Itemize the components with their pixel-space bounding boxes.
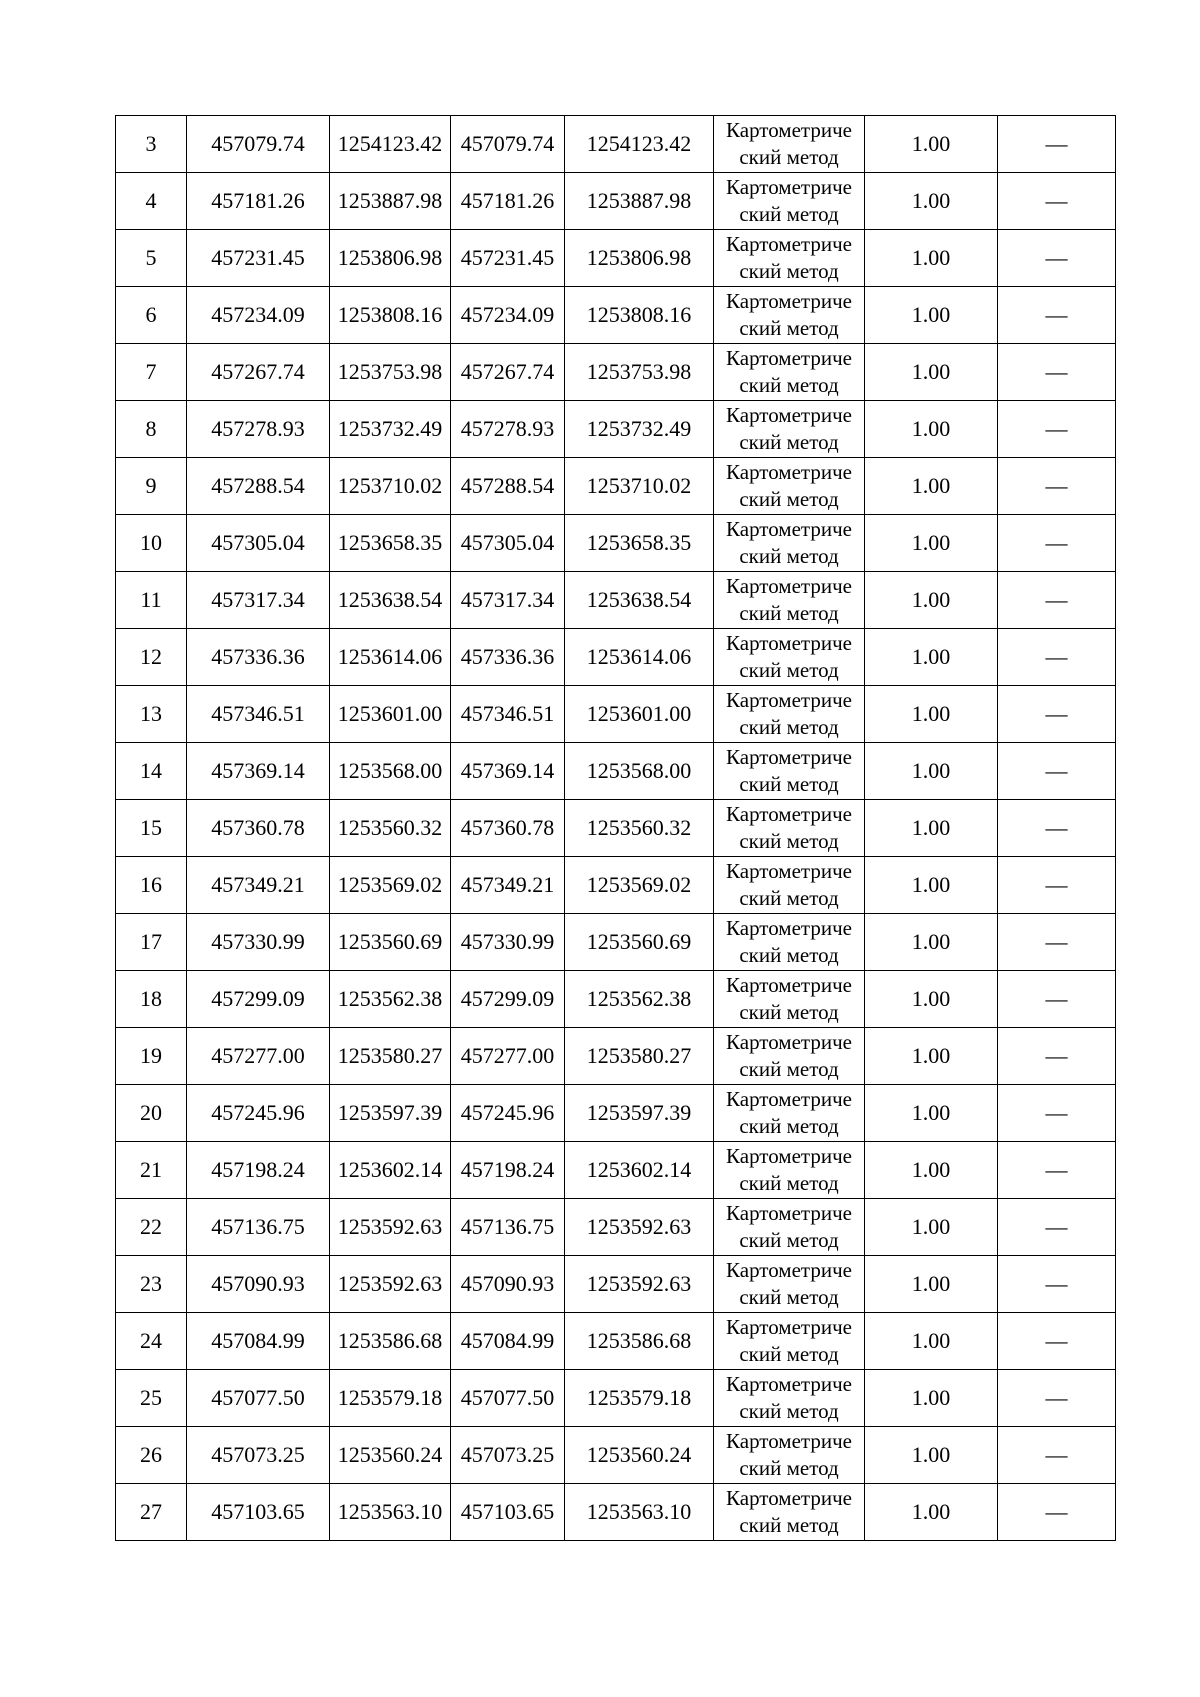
existing-x-cell: 457079.74 xyxy=(187,116,330,173)
specified-x-cell: 457103.65 xyxy=(451,1484,565,1541)
existing-x-cell: 457336.36 xyxy=(187,629,330,686)
existing-x-cell: 457349.21 xyxy=(187,857,330,914)
existing-x-cell: 457103.65 xyxy=(187,1484,330,1541)
specified-y-cell: 1253710.02 xyxy=(565,458,714,515)
accuracy-cell: 1.00 xyxy=(865,1142,998,1199)
note-cell: — xyxy=(998,116,1116,173)
specified-x-cell: 457369.14 xyxy=(451,743,565,800)
accuracy-cell: 1.00 xyxy=(865,572,998,629)
specified-y-cell: 1253732.49 xyxy=(565,401,714,458)
method-line-2: ский метод xyxy=(739,145,839,169)
table-row xyxy=(116,1313,1116,1370)
specified-x-cell: 457336.36 xyxy=(451,629,565,686)
accuracy-cell: 1.00 xyxy=(865,1313,998,1370)
accuracy-cell: 1.00 xyxy=(865,173,998,230)
point-number-cell: 15 xyxy=(116,800,187,857)
method-line-1: Картометриче xyxy=(726,973,852,997)
method-line-1: Картометриче xyxy=(726,403,852,427)
method-cell xyxy=(714,1313,865,1370)
point-number-cell: 19 xyxy=(116,1028,187,1085)
method-line-2: ский метод xyxy=(739,772,839,796)
method-cell xyxy=(714,743,865,800)
existing-x-cell: 457090.93 xyxy=(187,1256,330,1313)
method-line-2: ский метод xyxy=(739,1171,839,1195)
existing-x-cell: 457231.45 xyxy=(187,230,330,287)
specified-x-cell: 457317.34 xyxy=(451,572,565,629)
existing-x-cell: 457077.50 xyxy=(187,1370,330,1427)
specified-x-cell: 457267.74 xyxy=(451,344,565,401)
note-cell: — xyxy=(998,1313,1116,1370)
method-cell xyxy=(714,287,865,344)
method-cell xyxy=(714,1484,865,1541)
specified-x-cell: 457346.51 xyxy=(451,686,565,743)
accuracy-cell: 1.00 xyxy=(865,1484,998,1541)
method-cell xyxy=(714,401,865,458)
existing-x-cell: 457305.04 xyxy=(187,515,330,572)
point-number-cell: 3 xyxy=(116,116,187,173)
method-cell xyxy=(714,1085,865,1142)
method-line-1: Картометриче xyxy=(726,1201,852,1225)
specified-x-cell: 457278.93 xyxy=(451,401,565,458)
specified-x-cell: 457136.75 xyxy=(451,1199,565,1256)
specified-x-cell: 457073.25 xyxy=(451,1427,565,1484)
existing-y-cell: 1253710.02 xyxy=(330,458,451,515)
method-cell xyxy=(714,1199,865,1256)
existing-x-cell: 457360.78 xyxy=(187,800,330,857)
method-cell xyxy=(714,1427,865,1484)
table-row xyxy=(116,458,1116,515)
specified-y-cell: 1253586.68 xyxy=(565,1313,714,1370)
existing-y-cell: 1253560.69 xyxy=(330,914,451,971)
accuracy-cell: 1.00 xyxy=(865,800,998,857)
method-line-2: ский метод xyxy=(739,487,839,511)
specified-x-cell: 457330.99 xyxy=(451,914,565,971)
table-row xyxy=(116,173,1116,230)
point-number-cell: 5 xyxy=(116,230,187,287)
method-line-2: ский метод xyxy=(739,1000,839,1024)
table-row xyxy=(116,515,1116,572)
point-number-cell: 24 xyxy=(116,1313,187,1370)
method-line-2: ский метод xyxy=(739,658,839,682)
method-line-2: ский метод xyxy=(739,1285,839,1309)
table-row xyxy=(116,1427,1116,1484)
method-line-1: Картометриче xyxy=(726,1087,852,1111)
point-number-cell: 22 xyxy=(116,1199,187,1256)
specified-y-cell: 1253601.00 xyxy=(565,686,714,743)
method-cell xyxy=(714,914,865,971)
specified-y-cell: 1253560.69 xyxy=(565,914,714,971)
accuracy-cell: 1.00 xyxy=(865,287,998,344)
point-number-cell: 4 xyxy=(116,173,187,230)
point-number-cell: 20 xyxy=(116,1085,187,1142)
accuracy-cell: 1.00 xyxy=(865,116,998,173)
method-line-1: Картометриче xyxy=(726,859,852,883)
method-line-2: ский метод xyxy=(739,316,839,340)
specified-x-cell: 457077.50 xyxy=(451,1370,565,1427)
method-cell xyxy=(714,116,865,173)
method-line-2: ский метод xyxy=(739,1114,839,1138)
table-row xyxy=(116,1028,1116,1085)
specified-x-cell: 457305.04 xyxy=(451,515,565,572)
existing-y-cell: 1254123.42 xyxy=(330,116,451,173)
method-cell xyxy=(714,971,865,1028)
method-cell xyxy=(714,173,865,230)
method-line-1: Картометриче xyxy=(726,232,852,256)
note-cell: — xyxy=(998,1427,1116,1484)
table-row xyxy=(116,857,1116,914)
specified-y-cell: 1253580.27 xyxy=(565,1028,714,1085)
note-cell: — xyxy=(998,287,1116,344)
existing-y-cell: 1253732.49 xyxy=(330,401,451,458)
existing-y-cell: 1253887.98 xyxy=(330,173,451,230)
accuracy-cell: 1.00 xyxy=(865,1370,998,1427)
note-cell: — xyxy=(998,572,1116,629)
specified-x-cell: 457349.21 xyxy=(451,857,565,914)
point-number-cell: 23 xyxy=(116,1256,187,1313)
existing-y-cell: 1253592.63 xyxy=(330,1256,451,1313)
method-line-2: ский метод xyxy=(739,601,839,625)
method-cell xyxy=(714,1370,865,1427)
point-number-cell: 21 xyxy=(116,1142,187,1199)
note-cell: — xyxy=(998,743,1116,800)
method-cell xyxy=(714,1256,865,1313)
specified-y-cell: 1253806.98 xyxy=(565,230,714,287)
existing-y-cell: 1253753.98 xyxy=(330,344,451,401)
existing-x-cell: 457136.75 xyxy=(187,1199,330,1256)
existing-y-cell: 1253568.00 xyxy=(330,743,451,800)
accuracy-cell: 1.00 xyxy=(865,458,998,515)
method-cell xyxy=(714,686,865,743)
note-cell: — xyxy=(998,401,1116,458)
specified-y-cell: 1253568.00 xyxy=(565,743,714,800)
note-cell: — xyxy=(998,1028,1116,1085)
method-line-1: Картометриче xyxy=(726,289,852,313)
existing-y-cell: 1253586.68 xyxy=(330,1313,451,1370)
specified-x-cell: 457198.24 xyxy=(451,1142,565,1199)
specified-x-cell: 457245.96 xyxy=(451,1085,565,1142)
method-cell xyxy=(714,800,865,857)
specified-x-cell: 457231.45 xyxy=(451,230,565,287)
point-number-cell: 6 xyxy=(116,287,187,344)
existing-y-cell: 1253597.39 xyxy=(330,1085,451,1142)
method-cell xyxy=(714,857,865,914)
method-line-1: Картометриче xyxy=(726,1486,852,1510)
point-number-cell: 26 xyxy=(116,1427,187,1484)
table-row xyxy=(116,287,1116,344)
note-cell: — xyxy=(998,173,1116,230)
method-line-2: ский метод xyxy=(739,715,839,739)
table-row xyxy=(116,629,1116,686)
point-number-cell: 12 xyxy=(116,629,187,686)
specified-y-cell: 1253602.14 xyxy=(565,1142,714,1199)
method-line-1: Картометриче xyxy=(726,460,852,484)
point-number-cell: 17 xyxy=(116,914,187,971)
method-line-2: ский метод xyxy=(739,1513,839,1537)
method-line-1: Картометриче xyxy=(726,118,852,142)
note-cell: — xyxy=(998,971,1116,1028)
note-cell: — xyxy=(998,230,1116,287)
method-line-2: ский метод xyxy=(739,1399,839,1423)
table-row xyxy=(116,1085,1116,1142)
method-line-2: ский метод xyxy=(739,1342,839,1366)
table-row xyxy=(116,230,1116,287)
coordinates-table xyxy=(115,115,1116,1541)
specified-x-cell: 457277.00 xyxy=(451,1028,565,1085)
accuracy-cell: 1.00 xyxy=(865,1199,998,1256)
table-row xyxy=(116,743,1116,800)
method-line-1: Картометриче xyxy=(726,1030,852,1054)
table-row xyxy=(116,1484,1116,1541)
specified-x-cell: 457079.74 xyxy=(451,116,565,173)
accuracy-cell: 1.00 xyxy=(865,344,998,401)
note-cell: — xyxy=(998,857,1116,914)
note-cell: — xyxy=(998,629,1116,686)
method-line-1: Картометриче xyxy=(726,574,852,598)
specified-y-cell: 1253579.18 xyxy=(565,1370,714,1427)
point-number-cell: 9 xyxy=(116,458,187,515)
existing-x-cell: 457277.00 xyxy=(187,1028,330,1085)
note-cell: — xyxy=(998,1370,1116,1427)
specified-y-cell: 1253560.24 xyxy=(565,1427,714,1484)
specified-y-cell: 1253569.02 xyxy=(565,857,714,914)
specified-x-cell: 457299.09 xyxy=(451,971,565,1028)
method-line-1: Картометриче xyxy=(726,631,852,655)
method-line-1: Картометриче xyxy=(726,1258,852,1282)
table-row xyxy=(116,914,1116,971)
method-line-2: ский метод xyxy=(739,373,839,397)
specified-x-cell: 457084.99 xyxy=(451,1313,565,1370)
existing-x-cell: 457245.96 xyxy=(187,1085,330,1142)
specified-y-cell: 1253753.98 xyxy=(565,344,714,401)
note-cell: — xyxy=(998,1484,1116,1541)
existing-x-cell: 457181.26 xyxy=(187,173,330,230)
note-cell: — xyxy=(998,344,1116,401)
specified-y-cell: 1253638.54 xyxy=(565,572,714,629)
method-cell xyxy=(714,515,865,572)
method-line-1: Картометриче xyxy=(726,517,852,541)
method-line-1: Картометриче xyxy=(726,1144,852,1168)
specified-x-cell: 457090.93 xyxy=(451,1256,565,1313)
method-line-1: Картометриче xyxy=(726,916,852,940)
method-cell xyxy=(714,458,865,515)
accuracy-cell: 1.00 xyxy=(865,629,998,686)
specified-x-cell: 457360.78 xyxy=(451,800,565,857)
existing-y-cell: 1253638.54 xyxy=(330,572,451,629)
existing-y-cell: 1253563.10 xyxy=(330,1484,451,1541)
method-line-1: Картометриче xyxy=(726,1429,852,1453)
note-cell: — xyxy=(998,1142,1116,1199)
accuracy-cell: 1.00 xyxy=(865,971,998,1028)
accuracy-cell: 1.00 xyxy=(865,1427,998,1484)
point-number-cell: 18 xyxy=(116,971,187,1028)
method-line-2: ский метод xyxy=(739,544,839,568)
point-number-cell: 10 xyxy=(116,515,187,572)
method-line-2: ский метод xyxy=(739,259,839,283)
existing-y-cell: 1253601.00 xyxy=(330,686,451,743)
table-row xyxy=(116,686,1116,743)
table-row xyxy=(116,971,1116,1028)
point-number-cell: 25 xyxy=(116,1370,187,1427)
existing-y-cell: 1253569.02 xyxy=(330,857,451,914)
point-number-cell: 8 xyxy=(116,401,187,458)
point-number-cell: 7 xyxy=(116,344,187,401)
existing-x-cell: 457369.14 xyxy=(187,743,330,800)
table-row xyxy=(116,1199,1116,1256)
method-line-1: Картометриче xyxy=(726,1315,852,1339)
specified-y-cell: 1253562.38 xyxy=(565,971,714,1028)
existing-y-cell: 1253806.98 xyxy=(330,230,451,287)
note-cell: — xyxy=(998,458,1116,515)
method-line-2: ский метод xyxy=(739,886,839,910)
method-line-2: ский метод xyxy=(739,1057,839,1081)
specified-x-cell: 457181.26 xyxy=(451,173,565,230)
method-line-2: ский метод xyxy=(739,1456,839,1480)
existing-y-cell: 1253562.38 xyxy=(330,971,451,1028)
specified-y-cell: 1254123.42 xyxy=(565,116,714,173)
table-row xyxy=(116,1256,1116,1313)
specified-y-cell: 1253592.63 xyxy=(565,1199,714,1256)
existing-x-cell: 457278.93 xyxy=(187,401,330,458)
table-row xyxy=(116,572,1116,629)
point-number-cell: 13 xyxy=(116,686,187,743)
method-line-1: Картометриче xyxy=(726,745,852,769)
existing-y-cell: 1253592.63 xyxy=(330,1199,451,1256)
method-line-2: ский метод xyxy=(739,943,839,967)
specified-y-cell: 1253560.32 xyxy=(565,800,714,857)
method-line-2: ский метод xyxy=(739,829,839,853)
method-cell xyxy=(714,230,865,287)
method-cell xyxy=(714,1142,865,1199)
point-number-cell: 27 xyxy=(116,1484,187,1541)
method-line-1: Картометриче xyxy=(726,688,852,712)
existing-y-cell: 1253602.14 xyxy=(330,1142,451,1199)
accuracy-cell: 1.00 xyxy=(865,857,998,914)
accuracy-cell: 1.00 xyxy=(865,1256,998,1313)
note-cell: — xyxy=(998,1256,1116,1313)
accuracy-cell: 1.00 xyxy=(865,743,998,800)
method-line-1: Картометриче xyxy=(726,175,852,199)
existing-y-cell: 1253580.27 xyxy=(330,1028,451,1085)
existing-x-cell: 457073.25 xyxy=(187,1427,330,1484)
existing-y-cell: 1253808.16 xyxy=(330,287,451,344)
existing-y-cell: 1253579.18 xyxy=(330,1370,451,1427)
method-line-2: ский метод xyxy=(739,430,839,454)
accuracy-cell: 1.00 xyxy=(865,1028,998,1085)
method-line-1: Картометриче xyxy=(726,1372,852,1396)
existing-x-cell: 457299.09 xyxy=(187,971,330,1028)
specified-x-cell: 457234.09 xyxy=(451,287,565,344)
table-row xyxy=(116,1370,1116,1427)
existing-x-cell: 457234.09 xyxy=(187,287,330,344)
point-number-cell: 16 xyxy=(116,857,187,914)
accuracy-cell: 1.00 xyxy=(865,230,998,287)
accuracy-cell: 1.00 xyxy=(865,515,998,572)
accuracy-cell: 1.00 xyxy=(865,1085,998,1142)
specified-y-cell: 1253808.16 xyxy=(565,287,714,344)
note-cell: — xyxy=(998,686,1116,743)
existing-x-cell: 457267.74 xyxy=(187,344,330,401)
existing-y-cell: 1253560.24 xyxy=(330,1427,451,1484)
accuracy-cell: 1.00 xyxy=(865,401,998,458)
table-row xyxy=(116,116,1116,173)
method-line-2: ский метод xyxy=(739,1228,839,1252)
accuracy-cell: 1.00 xyxy=(865,914,998,971)
note-cell: — xyxy=(998,800,1116,857)
method-cell xyxy=(714,1028,865,1085)
note-cell: — xyxy=(998,1085,1116,1142)
specified-y-cell: 1253658.35 xyxy=(565,515,714,572)
existing-x-cell: 457346.51 xyxy=(187,686,330,743)
specified-x-cell: 457288.54 xyxy=(451,458,565,515)
specified-y-cell: 1253592.63 xyxy=(565,1256,714,1313)
specified-y-cell: 1253887.98 xyxy=(565,173,714,230)
method-line-1: Картометриче xyxy=(726,346,852,370)
point-number-cell: 14 xyxy=(116,743,187,800)
specified-y-cell: 1253597.39 xyxy=(565,1085,714,1142)
note-cell: — xyxy=(998,515,1116,572)
point-number-cell: 11 xyxy=(116,572,187,629)
table-body xyxy=(116,116,1116,1541)
table-row xyxy=(116,344,1116,401)
specified-y-cell: 1253614.06 xyxy=(565,629,714,686)
note-cell: — xyxy=(998,1199,1116,1256)
method-line-2: ский метод xyxy=(739,202,839,226)
existing-x-cell: 457330.99 xyxy=(187,914,330,971)
existing-y-cell: 1253614.06 xyxy=(330,629,451,686)
table-row xyxy=(116,800,1116,857)
existing-y-cell: 1253560.32 xyxy=(330,800,451,857)
method-line-1: Картометриче xyxy=(726,802,852,826)
note-cell: — xyxy=(998,914,1116,971)
accuracy-cell: 1.00 xyxy=(865,686,998,743)
existing-y-cell: 1253658.35 xyxy=(330,515,451,572)
existing-x-cell: 457198.24 xyxy=(187,1142,330,1199)
table-row xyxy=(116,1142,1116,1199)
existing-x-cell: 457288.54 xyxy=(187,458,330,515)
method-cell xyxy=(714,629,865,686)
specified-y-cell: 1253563.10 xyxy=(565,1484,714,1541)
existing-x-cell: 457317.34 xyxy=(187,572,330,629)
method-cell xyxy=(714,572,865,629)
method-cell xyxy=(714,344,865,401)
existing-x-cell: 457084.99 xyxy=(187,1313,330,1370)
table-row xyxy=(116,401,1116,458)
